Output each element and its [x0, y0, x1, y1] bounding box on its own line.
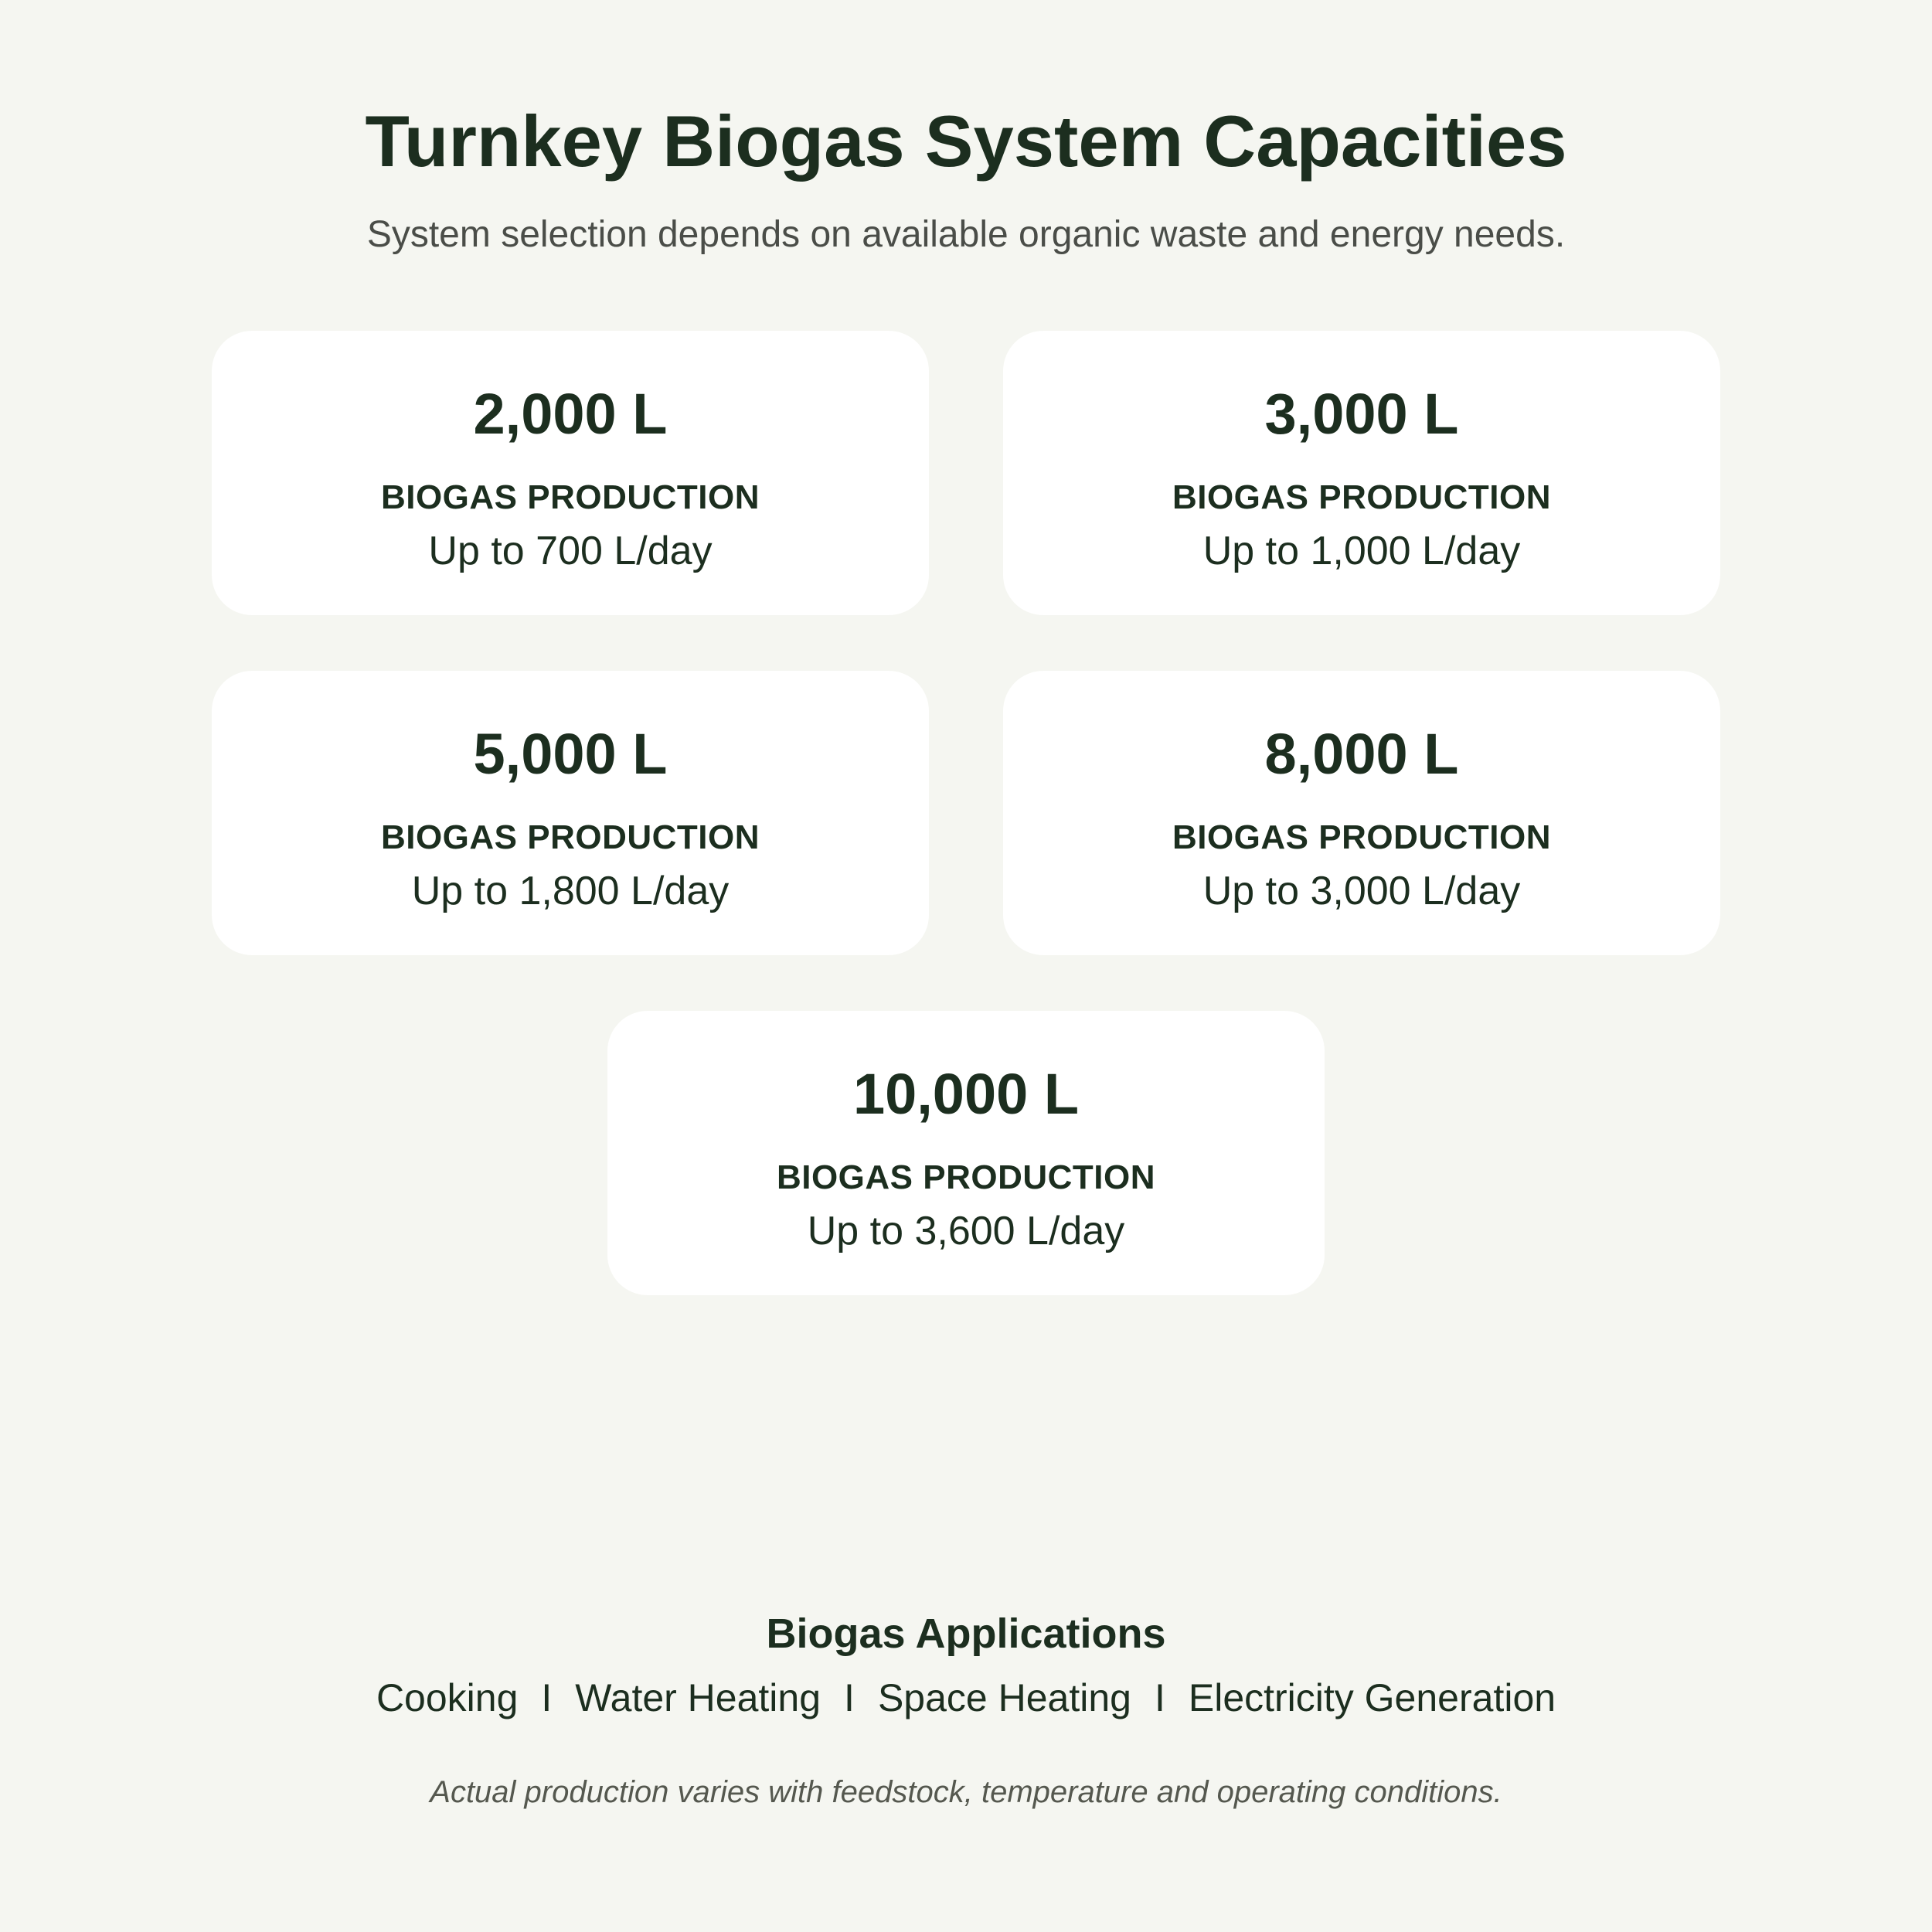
card-production: Up to 3,600 L/day: [807, 1209, 1125, 1253]
card-capacity: 3,000 L: [1264, 382, 1459, 446]
page-title: Turnkey Biogas System Capacities: [365, 100, 1567, 182]
card-capacity: 2,000 L: [473, 382, 668, 446]
footnote: Actual production varies with feedstock, temperature and operating conditions.: [430, 1775, 1502, 1809]
card-label: BIOGAS PRODUCTION: [776, 1158, 1156, 1196]
separator: I: [1154, 1676, 1165, 1719]
application-item: Electricity Generation: [1188, 1676, 1556, 1719]
card-capacity: 8,000 L: [1264, 722, 1459, 786]
page-subtitle: System selection depends on available organic waste and energy needs.: [366, 214, 1566, 255]
application-item: Water Heating: [575, 1676, 821, 1719]
card-label: BIOGAS PRODUCTION: [1172, 818, 1552, 856]
applications-title: Biogas Applications: [766, 1611, 1166, 1657]
card-capacity: 5,000 L: [473, 722, 668, 786]
capacity-card-2000: [212, 331, 929, 615]
card-capacity: 10,000 L: [852, 1062, 1080, 1126]
card-label: BIOGAS PRODUCTION: [1172, 478, 1552, 516]
card-production: Up to 1,000 L/day: [1202, 529, 1521, 573]
capacity-card-5000: [212, 671, 929, 955]
application-item: Space Heating: [877, 1676, 1131, 1719]
card-production: Up to 3,000 L/day: [1202, 869, 1521, 913]
card-production: Up to 1,800 L/day: [411, 869, 730, 913]
separator: I: [541, 1676, 553, 1719]
capacity-card-10000: [607, 1011, 1325, 1295]
card-label: BIOGAS PRODUCTION: [380, 818, 760, 856]
card-production: Up to 700 L/day: [428, 529, 713, 573]
card-label: BIOGAS PRODUCTION: [380, 478, 760, 516]
applications-list: [0, 1674, 1932, 1722]
capacity-card-3000: [1003, 331, 1720, 615]
capacity-card-8000: [1003, 671, 1720, 955]
application-item: Cooking: [376, 1676, 519, 1719]
separator: I: [844, 1676, 855, 1719]
